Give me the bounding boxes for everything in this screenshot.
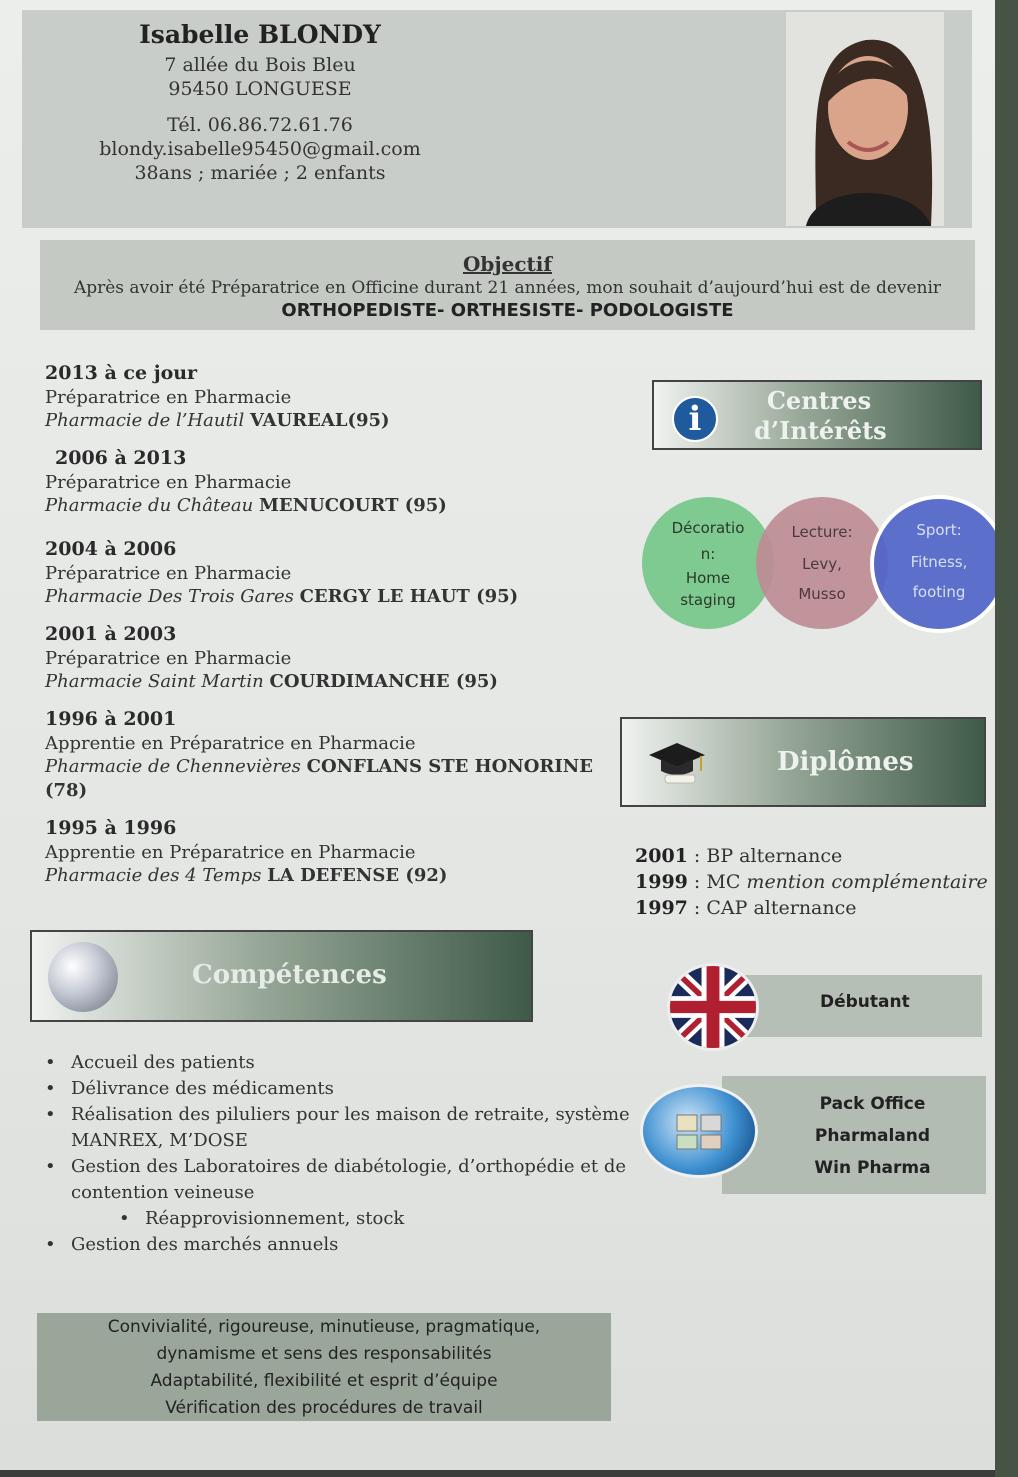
interests-title-line1: Centres — [766, 386, 872, 415]
competence-globe-icon — [48, 942, 118, 1012]
pharmacy-city: MENUCOURT (95) — [258, 495, 447, 516]
diploma-sep: : — [687, 871, 707, 893]
pharmacy-city: CERGY LE HAUT (95) — [299, 586, 519, 607]
experience-item — [45, 360, 625, 433]
interest-text: staging — [680, 591, 736, 609]
experience-item — [45, 445, 625, 518]
experience-item — [45, 815, 625, 888]
experience-period: 1996 à 2001 — [45, 708, 177, 730]
software-item: Win Pharma — [814, 1158, 931, 1178]
union-jack-flag-icon — [667, 963, 759, 1051]
competence-item: • Accueil des patients — [45, 1050, 635, 1076]
quality-line: Vérification des procédures de travail — [165, 1398, 483, 1418]
diploma-list — [635, 843, 995, 921]
interests-banner — [652, 380, 982, 450]
competence-item: • Délivrance des médicaments — [45, 1076, 635, 1102]
diploma-year: 1997 — [635, 897, 688, 919]
personal-info: 38ans ; mariée ; 2 enfants — [134, 162, 386, 184]
diploma-label: MC — [706, 871, 747, 893]
pharmacy-name: Pharmacie Des Trois Gares — [45, 586, 294, 607]
experience-place — [45, 494, 625, 518]
office-suite-icon — [640, 1084, 758, 1178]
diplomas-title: Diplômes — [777, 747, 914, 777]
objective-title: Objectif — [463, 252, 552, 276]
interest-sport — [870, 495, 1008, 633]
competences-banner — [30, 930, 533, 1022]
experience-period: 2001 à 2003 — [45, 623, 177, 645]
objective-job: ORTHOPEDISTE- ORTHESISTE- PODOLOGISTE — [281, 300, 734, 321]
diploma-item — [635, 895, 995, 921]
experience-role: Préparatrice en Pharmacie — [45, 387, 292, 408]
software-item: Pack Office — [819, 1094, 926, 1114]
diploma-year: 2001 — [635, 845, 688, 867]
diploma-detail: mention complémentaire — [746, 871, 988, 893]
interest-text: Fitness, — [910, 553, 968, 571]
experience-role: Préparatrice en Pharmacie — [45, 648, 292, 669]
interest-text: Levy, — [802, 555, 842, 573]
experience-role: Apprentie en Préparatrice en Pharmacie — [45, 842, 416, 863]
pharmacy-name: Pharmacie des 4 Temps — [45, 865, 262, 886]
experience-role: Préparatrice en Pharmacie — [45, 472, 292, 493]
competence-item: • Réalisation des piluliers pour les maison de retraite, système MANREX, M’DOSE — [45, 1102, 635, 1154]
interest-text: Décoratio — [671, 519, 745, 537]
contact-block — [40, 20, 480, 185]
page-edge — [995, 0, 1018, 1477]
diplomas-banner — [620, 717, 986, 807]
software-list — [790, 1088, 955, 1184]
experience-period: 2013 à ce jour — [45, 362, 198, 384]
address-line1: 7 allée du Bois Bleu — [164, 54, 356, 76]
experience-list — [45, 360, 625, 900]
experience-item — [45, 536, 625, 609]
diploma-label: BP alternance — [706, 845, 843, 867]
pharmacy-city: VAUREAL(95) — [249, 410, 390, 431]
diploma-item — [635, 869, 995, 895]
quality-line: Adaptabilité, flexibilité et esprit d’équipe — [150, 1371, 498, 1391]
experience-role: Apprentie en Préparatrice en Pharmacie — [45, 733, 416, 754]
competence-subitem: • Réapprovisionnement, stock — [45, 1206, 635, 1232]
interest-text: Home — [685, 569, 731, 587]
experience-item — [45, 621, 625, 694]
interest-text: Lecture: — [791, 523, 853, 541]
diploma-year: 1999 — [635, 871, 688, 893]
pharmacy-name: Pharmacie de l’Hautil — [45, 410, 245, 431]
pharmacy-city: COURDIMANCHE (95) — [269, 671, 498, 692]
diploma-sep: : — [687, 845, 707, 867]
objective-box — [40, 240, 975, 330]
interest-decoration — [642, 497, 774, 629]
address-line2: 95450 LONGUESE — [168, 78, 352, 100]
software-item: Pharmaland — [814, 1126, 931, 1146]
experience-place — [45, 864, 625, 888]
competence-list — [45, 1050, 635, 1258]
diploma-sep: : — [687, 897, 707, 919]
quality-line: Convivialité, rigoureuse, minutieuse, pragmatique, — [107, 1317, 541, 1337]
experience-period: 2004 à 2006 — [45, 538, 177, 560]
diploma-label: CAP alternance — [706, 897, 857, 919]
experience-place — [45, 755, 625, 803]
pharmacy-city: CONFLANS STE HONORINE (78) — [45, 756, 593, 801]
experience-place — [45, 585, 625, 609]
qualities-box — [37, 1313, 611, 1421]
language-level: Débutant — [820, 992, 910, 1012]
candidate-name: Isabelle BLONDY — [139, 20, 381, 49]
interests-title-line2: d’Intérêts — [754, 416, 887, 445]
pharmacy-city: LA DEFENSE (92) — [267, 865, 448, 886]
competence-item: • Gestion des Laboratoires de diabétologie, d’orthopédie et de contention veineuse — [45, 1154, 635, 1206]
interest-text: footing — [912, 583, 966, 601]
info-icon: i — [672, 396, 718, 442]
interests-title — [754, 386, 887, 446]
interest-reading — [756, 497, 888, 629]
competence-item: • Gestion des marchés annuels — [45, 1232, 635, 1258]
interest-text: n: — [700, 545, 716, 563]
pharmacy-name: Pharmacie de Chennevières — [45, 756, 301, 777]
experience-place — [45, 670, 625, 694]
experience-item — [45, 706, 625, 803]
quality-line: dynamisme et sens des responsabilités — [156, 1344, 492, 1364]
phone: Tél. 06.86.72.61.76 — [167, 114, 353, 136]
competences-title: Compétences — [192, 960, 387, 990]
experience-role: Préparatrice en Pharmacie — [45, 563, 292, 584]
interest-text: Sport: — [916, 521, 962, 539]
experience-place — [45, 409, 625, 433]
profile-photo — [786, 12, 944, 226]
interest-text: Musso — [798, 585, 846, 603]
experience-period: 1995 à 1996 — [45, 817, 177, 839]
graduation-cap-icon — [647, 739, 707, 787]
diploma-item — [635, 843, 995, 869]
pharmacy-name: Pharmacie du Château — [45, 495, 254, 516]
email: blondy.isabelle95450@gmail.com — [99, 138, 421, 160]
experience-period: 2006 à 2013 — [55, 447, 187, 469]
pharmacy-name: Pharmacie Saint Martin — [45, 671, 264, 692]
objective-text: Après avoir été Préparatrice en Officine durant 21 années, mon souhait d’aujourd’hui est de devenir — [73, 278, 942, 298]
